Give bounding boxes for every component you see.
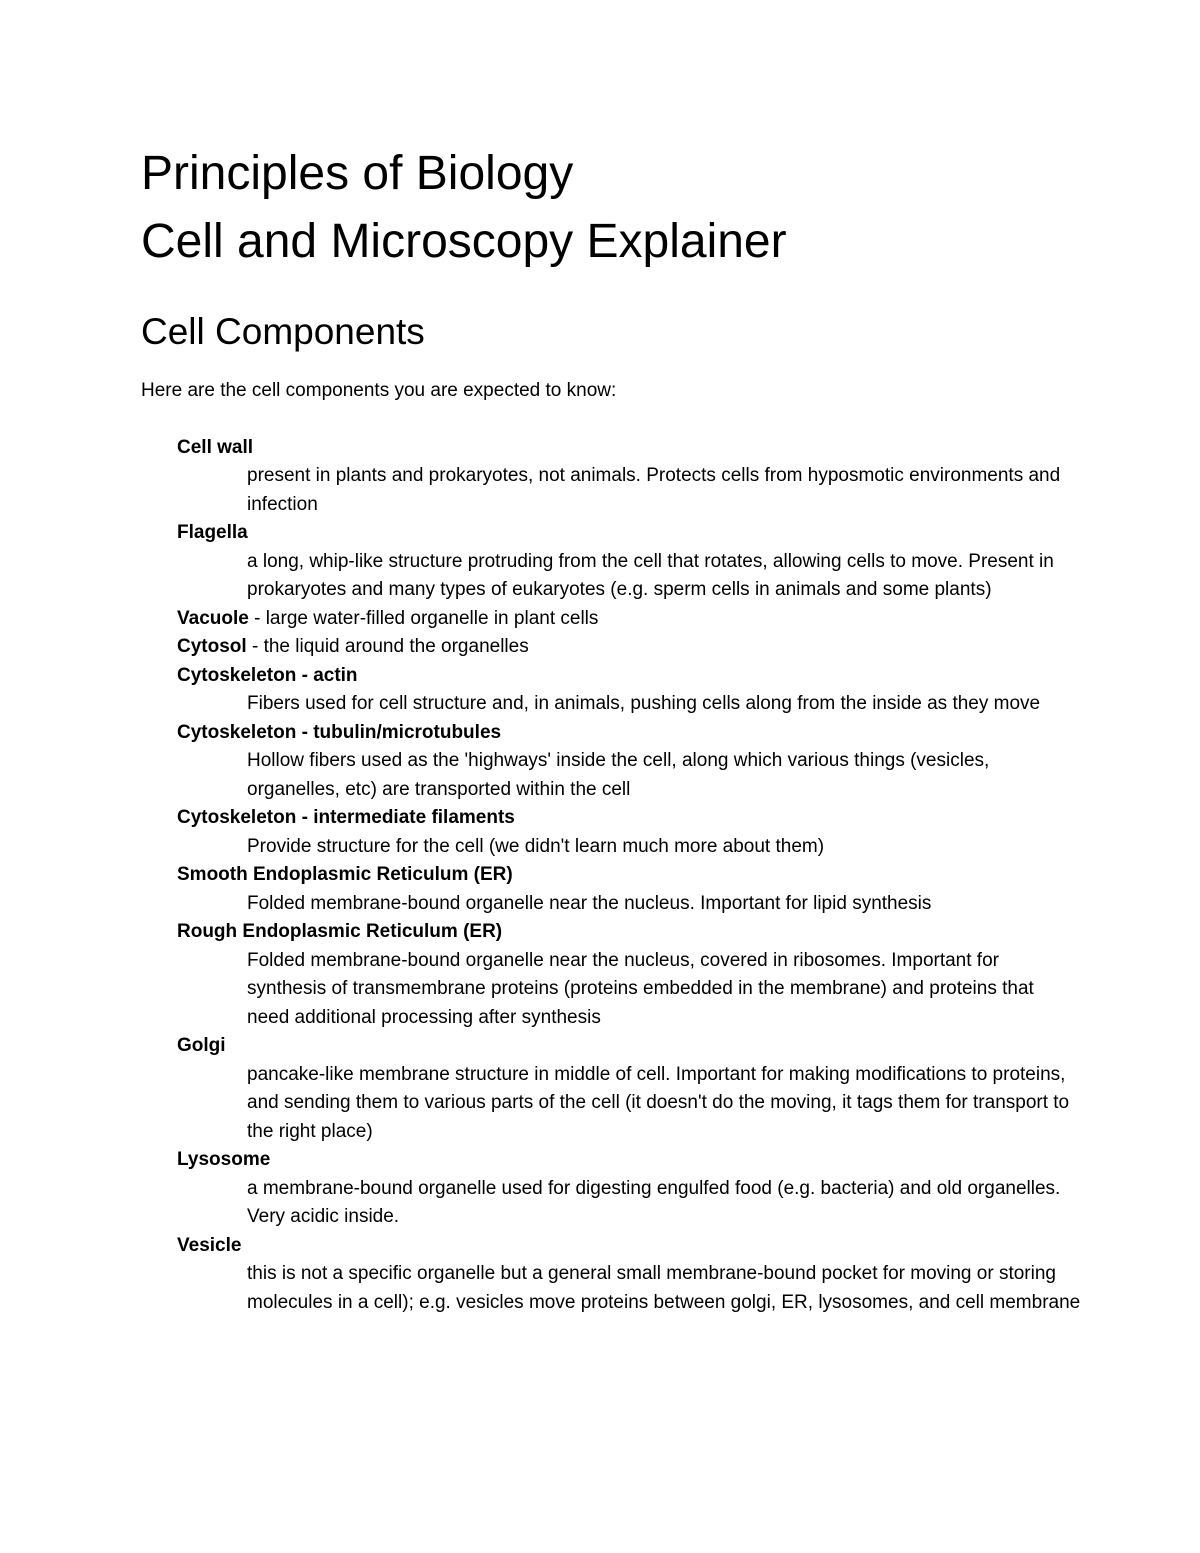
intro-text: Here are the cell components you are expected to know:	[141, 380, 617, 401]
term-vesicle: Vesicle	[177, 1234, 242, 1256]
definition-rough-er: Folded membrane-bound organelle near the nucleus, covered in ribosomes. Important for synthesis of transmembrane proteins (proteins embedded in the membrane) and proteins that need additional processing after synthesis	[247, 949, 1034, 1028]
term-cell-wall: Cell wall	[177, 436, 254, 458]
term-vacuole: Vacuole	[177, 607, 249, 629]
definition-lysosome: a membrane-bound organelle used for digesting engulfed food (e.g. bacteria) and old organelles. Very acidic inside.	[247, 1177, 1061, 1227]
definition-cytoskeleton-microtubules: Hollow fibers used as the 'highways' inside the cell, along which various things (vesicles, organelles, etc) are transported within the cell	[247, 750, 990, 800]
term-list	[177, 434, 1081, 1318]
term-cytoskeleton-microtubules: Cytoskeleton - tubulin/microtubules	[177, 721, 502, 743]
definition-cytosol: - the liquid around the organelles	[246, 636, 529, 657]
term-lysosome: Lysosome	[177, 1149, 271, 1170]
definition-cytoskeleton-actin: Fibers used for cell structure and, in animals, pushing cells along from the inside as they move	[247, 693, 1041, 714]
term-golgi: Golgi	[177, 1035, 226, 1056]
definition-vacuole: - large water-filled organelle in plant cells	[248, 607, 599, 629]
title-line-2: Cell and Microscopy Explainer	[141, 215, 787, 268]
term-rough-er: Rough Endoplasmic Reticulum (ER)	[177, 921, 503, 942]
document-title	[141, 140, 1081, 276]
term-cytoskeleton-actin: Cytoskeleton - actin	[177, 664, 358, 686]
term-cytoskeleton-intermediate-filaments: Cytoskeleton - intermediate filaments	[177, 807, 515, 828]
definition-cytoskeleton-intermediate-filaments: Provide structure for the cell (we didn't learn much more about them)	[247, 835, 825, 857]
term-cytosol-line	[177, 633, 1081, 662]
section-heading: Cell Components	[141, 311, 425, 352]
definition-golgi: pancake-like membrane structure in middle of cell. Important for making modifications to proteins, and sending them to various parts of the cell (it doesn't do the moving, it tags them for transport to the right place)	[247, 1063, 1070, 1142]
term-cytosol: Cytosol	[177, 636, 247, 657]
definition-flagella: a long, whip-like structure protruding from the cell that rotates, allowing cells to move. Present in prokaryotes and many types of eukaryotes (e.g. sperm cells in animals and some plants)	[247, 550, 1054, 600]
document-page	[141, 140, 1081, 1317]
definition-vesicle: this is not a specific organelle but a general small membrane-bound pocket for moving or storing molecules in a cell); e.g. vesicles move proteins between golgi, ER, lysosomes, and cell membrane	[247, 1263, 1081, 1313]
term-smooth-er: Smooth Endoplasmic Reticulum (ER)	[177, 864, 513, 885]
term-vacuole-line	[177, 605, 1081, 634]
definition-cell-wall: present in plants and prokaryotes, not animals. Protects cells from hyposmotic environments and infection	[247, 465, 1061, 515]
term-flagella: Flagella	[177, 522, 248, 543]
definition-smooth-er: Folded membrane-bound organelle near the nucleus. Important for lipid synthesis	[247, 892, 932, 914]
title-line-1: Principles of Biology	[141, 147, 574, 200]
